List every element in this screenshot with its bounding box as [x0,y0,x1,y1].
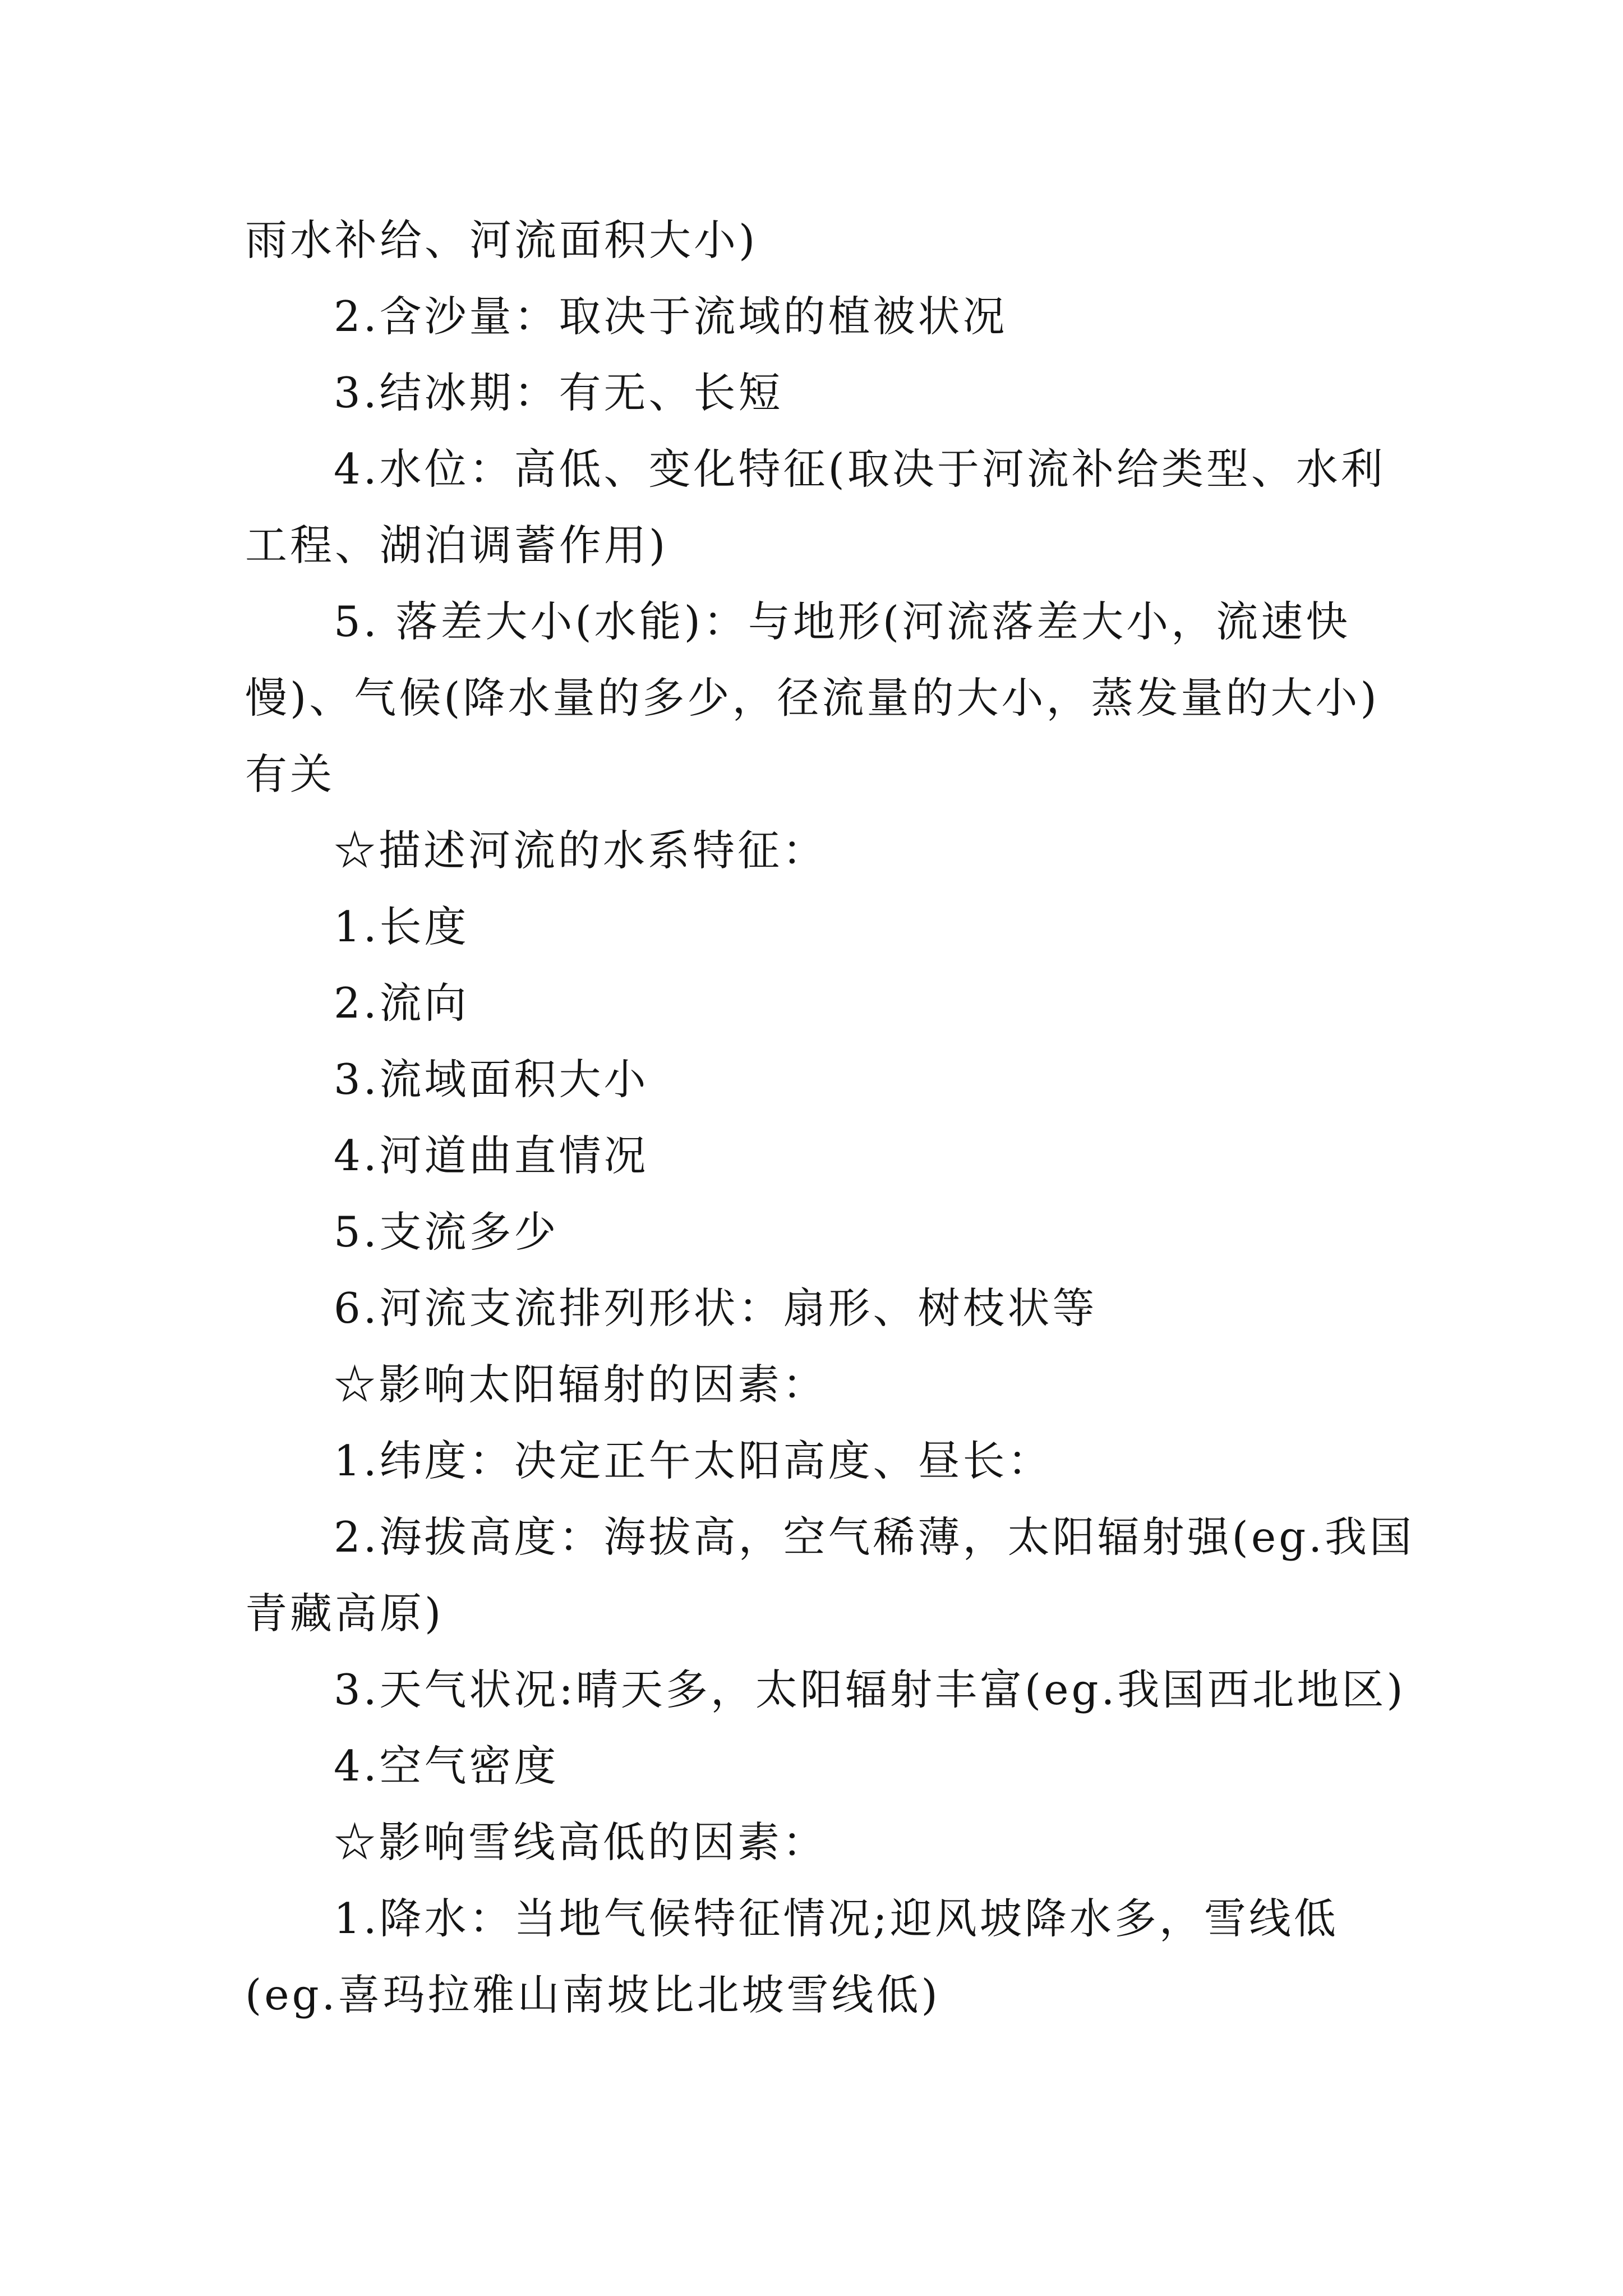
text-line: 4.河道曲直情况 [334,1131,649,1180]
text-line: 慢)、气候(降水量的多少，径流量的大小，蒸发量的大小) [245,673,1380,723]
text-line: 有关 [245,749,335,799]
text-line: 4.空气密度 [334,1741,559,1791]
text-line: 工程、湖泊调蓄作用) [245,521,668,570]
section-heading: ☆影响雪线高低的因素： [334,1818,828,1867]
text-line: 2.含沙量：取决于流域的植被状况 [334,292,1008,341]
text-line: 青藏高原) [245,1589,444,1638]
text-line: 1.纬度：决定正午太阳高度、昼长： [334,1436,1053,1485]
text-line: 5.支流多少 [334,1207,559,1257]
text-line: 3.结冰期：有无、长短 [334,368,783,417]
text-line: (eg.喜玛拉雅山南坡比北坡雪线低) [245,1970,940,2019]
text-line: 6.河流支流排列形状：扇形、树枝状等 [334,1283,1098,1333]
text-line: 1.降水：当地气候特征情况;迎风坡降水多，雪线低 [334,1894,1339,1943]
document-body [245,202,1415,2033]
section-heading: ☆影响太阳辐射的因素： [334,1360,828,1409]
text-line: 雨水补给、河流面积大小) [245,215,758,265]
section-heading: ☆描述河流的水系特征： [334,826,828,875]
text-line: 5. 落差大小(水能)：与地形(河流落差大小，流速快 [334,597,1351,646]
text-line: 4.水位：高低、变化特征(取决于河流补给类型、水利 [334,444,1386,494]
text-line: 3.天气状况:晴天多，太阳辐射丰富(eg.我国西北地区) [334,1665,1406,1714]
text-line: 2.海拔高度：海拔高，空气稀薄，太阳辐射强(eg.我国 [334,1512,1415,1562]
text-line: 3.流域面积大小 [334,1055,649,1104]
text-line: 1.长度 [334,902,469,951]
text-line: 2.流向 [334,978,469,1028]
